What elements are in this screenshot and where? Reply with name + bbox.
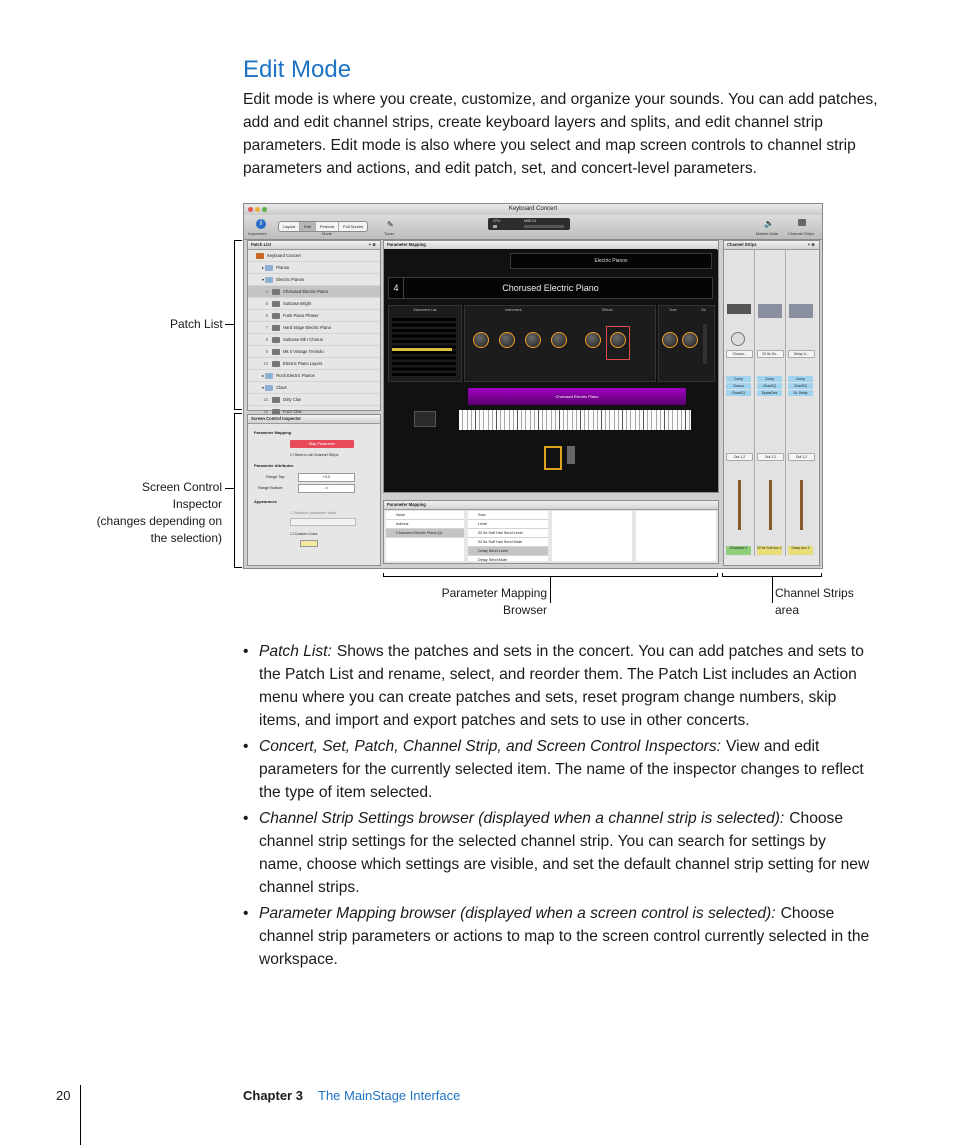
keyboard-icon <box>272 349 280 355</box>
window-title: Keyboard Concert <box>508 206 558 212</box>
bracket-line <box>234 413 235 568</box>
bass-knob[interactable] <box>662 332 678 348</box>
add-gear-icons[interactable]: + ⚙ <box>807 242 815 247</box>
channel-strip-1[interactable] <box>725 250 755 556</box>
instrument-list-panel[interactable] <box>388 305 462 382</box>
callout-inspector <box>90 479 222 547</box>
reverb-knob[interactable] <box>585 332 601 348</box>
browser-item[interactable]: 02.5s Soft Hall Send Level <box>468 529 548 538</box>
callout-strips <box>775 585 854 619</box>
callout-strips-line: area <box>775 603 800 617</box>
strip-1-thumbnail <box>727 304 751 314</box>
bullet-term: Parameter Mapping browser (displayed when a screen control is selected): <box>259 905 776 922</box>
patch-number: 4 <box>389 278 404 298</box>
instrument-selection <box>392 348 452 351</box>
expression-pedal-icon[interactable] <box>567 446 575 464</box>
bullet-text: Choose channel strip parameters or actions to map to the screen control currently selected in the workspace. <box>259 905 870 968</box>
browser-column-1 <box>386 511 464 561</box>
keyboard-icon <box>272 289 280 295</box>
bullet-item <box>243 735 873 804</box>
strip-2-name[interactable]: 02.5s Soft Aux 1 <box>757 546 782 555</box>
callout-line <box>772 577 773 603</box>
channel-strips-icon[interactable] <box>798 219 806 226</box>
footer-divider <box>80 1085 81 1145</box>
callout-strips-line: Channel Strips <box>775 586 854 600</box>
strip-1-output[interactable]: Out 1-2 <box>726 453 753 461</box>
strip-1-fader[interactable] <box>738 480 741 530</box>
patch-name: Chorused Electric Piano <box>502 283 599 293</box>
tuner-label: Tuner <box>384 231 395 236</box>
strip-2-output[interactable]: Out 1-2 <box>757 453 784 461</box>
strip-2-thumbnail <box>758 304 782 318</box>
strip-3-setting[interactable]: Delay 1/... <box>788 350 815 358</box>
browser-item[interactable]: Level <box>468 520 548 529</box>
callout-inspector-line: Inspector <box>172 497 222 511</box>
callout-inspector-line: the selection) <box>150 531 222 545</box>
patch-row[interactable]: ▸ Rock Electric Pianos <box>248 370 380 382</box>
channel-strip-2[interactable] <box>756 250 786 556</box>
bracket-line <box>234 240 242 241</box>
keyboard-layer-bar[interactable]: Chorused Electric Piano <box>468 388 686 405</box>
callout-browser <box>420 585 547 619</box>
speaker-icon[interactable]: 🔈 <box>764 219 774 228</box>
channel-strip-3[interactable] <box>787 250 816 556</box>
keyboard-icon <box>272 301 280 307</box>
strip-1-insert[interactable]: ChanEQ <box>726 390 751 396</box>
sustain-pedal-icon[interactable] <box>544 446 562 470</box>
label-field[interactable] <box>290 518 356 526</box>
bracket-line <box>234 567 242 568</box>
mode-perform[interactable]: Perform <box>316 222 339 231</box>
strip-3-output[interactable]: Out 1-2 <box>788 453 815 461</box>
patch-row[interactable]: 10 Electric Piano Layers <box>248 358 380 370</box>
bullet-item <box>243 807 873 899</box>
tuner-icon[interactable]: ✎ <box>387 220 394 229</box>
workspace-header: Parameter Mapping <box>384 241 718 250</box>
patch-list-header: Patch List + ⚙ <box>248 241 380 250</box>
page-heading: Edit Mode <box>243 56 352 83</box>
knob-section <box>464 305 656 382</box>
range-top-label: Range Top: <box>266 475 286 479</box>
tone-label: Tone <box>669 308 677 312</box>
mode-label: Mode <box>322 231 333 236</box>
patch-row[interactable]: ▾ Electric Pianos <box>248 274 380 286</box>
cpu-label: CPU <box>493 219 501 223</box>
browser-item[interactable]: Delay Send Level <box>468 547 548 556</box>
strip-3-insert[interactable]: St- Delay <box>788 390 813 396</box>
cpu-meter <box>488 218 570 230</box>
browser-column-4 <box>636 511 716 561</box>
patch-list-panel <box>247 240 381 414</box>
custom-color-checkbox[interactable]: ☐ Custom Color <box>290 532 318 536</box>
eq-knob[interactable] <box>525 332 541 348</box>
volume-slider[interactable] <box>703 324 707 364</box>
patch-row[interactable]: 4 Chorused Electric Piano <box>248 286 380 298</box>
patch-row[interactable]: 16 Fuzz Clav <box>248 406 380 418</box>
folder-icon <box>265 277 273 283</box>
tone-section <box>658 305 715 382</box>
bullet-text: View and edit parameters for the currently selected item. The name of the inspector changes to reflect the type of item selected. <box>259 738 864 801</box>
bullet-term: Channel Strip Settings browser (displayed when a channel strip is selected): <box>259 810 785 827</box>
vol-label: Vol <box>701 308 706 312</box>
volume-knob[interactable] <box>551 332 567 348</box>
channel-strips-header: Channel Strips + ⚙ <box>724 241 819 250</box>
strip-1-setting[interactable]: Chorus... <box>726 350 753 358</box>
strip-2-insert[interactable]: Comp <box>757 376 782 382</box>
browser-column-3 <box>552 511 632 561</box>
strip-3-thumbnail <box>789 304 813 318</box>
concert-row[interactable]: Keyboard Concert <box>248 250 380 262</box>
bullet-term: Patch List: <box>259 643 332 660</box>
replace-label-checkbox[interactable]: ☐ Replace parameter label <box>290 511 336 515</box>
inspectors-label: Inspectors <box>248 231 267 236</box>
keyboard-icon <box>272 313 280 319</box>
browser-item[interactable]: Chorused Electric Piano (1) <box>386 529 464 538</box>
intro-paragraph: Edit mode is where you create, customize, and organize your sounds. You can add patches, add and edit channel strips, create keyboard layers and splits, and edit channel strip parameters. Edit mode is also where you select and map screen controls to channel strip parameters and actions, and edit patch, set, and concert-level parameters. <box>243 91 878 177</box>
browser-item[interactable]: 02.5s Soft Hall Send Mute <box>468 538 548 547</box>
mode-layout[interactable]: Layout <box>279 222 300 231</box>
add-gear-icons[interactable]: + ⚙ <box>368 242 376 247</box>
browser-item[interactable]: None <box>386 511 464 520</box>
callout-line <box>550 577 551 603</box>
folder-icon <box>265 385 273 391</box>
patch-row[interactable]: 8 Suitcase Mk I Chorus <box>248 334 380 346</box>
bullet-text: Shows the patches and sets in the concert. You can add patches and sets to the Patch List and rename, select, and reorder them. The Patch List includes an Action menu where you can create patches and sets, reset program change numbers, skip items, and import and export patches and sets to use in other concerts. <box>259 643 864 729</box>
strip-1-expression-knob[interactable] <box>731 332 745 346</box>
keyboard-icon <box>272 337 280 343</box>
channel-strips-label: Channel Strips <box>788 231 815 236</box>
instrument-label: Instrument <box>505 308 522 312</box>
callout-browser-line: Parameter Mapping <box>441 586 547 600</box>
bracket-line <box>234 240 235 410</box>
callout-browser-line: Browser <box>502 603 547 617</box>
callout-line <box>225 488 234 489</box>
strip-2-setting[interactable]: 02.5s So... <box>757 350 784 358</box>
browser-header: Parameter Mapping <box>384 501 718 510</box>
mode-edit[interactable]: Edit <box>300 222 316 231</box>
callout-line <box>225 324 234 325</box>
keyboard-icon <box>272 397 280 403</box>
parameter-mapping-browser <box>383 500 719 564</box>
strip-3-name[interactable]: Delay Aux 2 <box>788 546 813 555</box>
chorus-rate-knob[interactable] <box>499 332 515 348</box>
strip-1-insert[interactable]: Comp <box>726 376 751 382</box>
patch-row[interactable]: 9 Mk II Vintage Tremolo <box>248 346 380 358</box>
inspector-header: Screen Control Inspector <box>248 415 380 424</box>
bracket-line <box>234 409 242 410</box>
concert-icon <box>256 253 264 259</box>
strip-2-insert[interactable]: ChanEQ <box>757 383 782 389</box>
set-name-display: Electric Pianos <box>510 253 712 269</box>
bullet-list <box>243 640 873 974</box>
strip-3-fader[interactable] <box>800 480 803 530</box>
bullet-item <box>243 640 873 732</box>
bullet-text: Choose channel strip settings for the selected channel strip. You can search for settings by name, choose which settings are visible, and set the default channel strip setting for new channel strips. <box>259 810 870 896</box>
param-mapping-label: Parameter Mapping <box>254 430 292 435</box>
browser-item[interactable]: Solo <box>468 511 548 520</box>
workspace <box>384 249 717 490</box>
onscreen-keyboard[interactable] <box>459 410 691 430</box>
patch-row[interactable]: 15 Dirty Clav <box>248 394 380 406</box>
callout-patch-list: Patch List <box>170 317 223 331</box>
screen-control-inspector <box>247 414 381 566</box>
instrument-list-items[interactable] <box>392 318 456 376</box>
appearance-label: Appearance <box>254 499 277 504</box>
bullet-term: Concert, Set, Patch, Channel Strip, and Screen Control Inspectors: <box>259 738 721 755</box>
mode-full-screen[interactable]: Full Screen <box>343 224 364 229</box>
treble-knob[interactable] <box>682 332 698 348</box>
param-attributes-label: Parameter Attributes <box>254 463 294 468</box>
browser-column-2 <box>468 511 548 561</box>
bracket-line <box>234 413 242 414</box>
info-icon[interactable]: i <box>256 219 266 229</box>
bracket-line <box>717 573 718 577</box>
toolbar <box>244 215 822 240</box>
cpu-bar <box>493 225 497 228</box>
keyboard-icon <box>272 361 280 367</box>
patch-row[interactable]: 6 Funk Piano Phaser <box>248 310 380 322</box>
midi-bar <box>524 225 564 228</box>
strip-3-insert[interactable]: Comp <box>788 376 813 382</box>
strip-3-insert[interactable]: ChanEQ <box>788 383 813 389</box>
bullet-item <box>243 902 873 971</box>
bracket-line <box>821 573 822 577</box>
strip-1-name[interactable]: Chorused 1 <box>726 546 751 555</box>
range-bottom-label: Range Bottom: <box>258 486 284 490</box>
range-top-field[interactable]: +0.0 <box>298 473 355 482</box>
range-bottom-field[interactable]: -∞ <box>298 484 355 493</box>
footer-section-link[interactable]: The MainStage Interface <box>318 1088 461 1103</box>
folder-icon <box>265 373 273 379</box>
patch-row[interactable]: ▸ Pianos <box>248 262 380 274</box>
effects-label: Effects <box>602 308 613 312</box>
page-number: 20 <box>56 1088 71 1103</box>
folder-icon <box>265 265 273 271</box>
browser-item[interactable]: Actions <box>386 520 464 529</box>
strip-2-insert[interactable]: SpaceDes <box>757 390 782 396</box>
color-swatch[interactable] <box>300 540 318 547</box>
mainstage-screenshot <box>243 203 823 569</box>
patch-row[interactable]: ▾ Clavs <box>248 382 380 394</box>
channel-strips-area <box>725 250 815 562</box>
instrument-list-label: Instrument List <box>413 308 437 312</box>
chorus-knob[interactable] <box>473 332 489 348</box>
pitch-wheel[interactable] <box>414 411 436 427</box>
strip-1-insert[interactable]: Chorus <box>726 383 751 389</box>
send-all-checkbox[interactable]: ☐ Send to all Channel Strips <box>290 453 339 457</box>
patch-row[interactable]: 7 Hard Stage Electric Piano <box>248 322 380 334</box>
delay-knob[interactable] <box>610 332 626 348</box>
strip-2-fader[interactable] <box>769 480 772 530</box>
browser-item[interactable]: Delay Send Mute <box>468 556 548 565</box>
patch-row[interactable]: 5 Suitcase Bright <box>248 298 380 310</box>
midi-in-label: MIDI IN <box>524 219 536 223</box>
patch-display <box>388 277 713 299</box>
footer-chapter: Chapter 3 <box>243 1088 303 1103</box>
map-parameter-button[interactable]: Map Parameter <box>290 440 354 448</box>
callout-inspector-line: (changes depending on <box>96 514 222 528</box>
master-mute-label: Master Mute <box>756 231 779 236</box>
callout-inspector-line: Screen Control <box>141 480 222 494</box>
keyboard-icon <box>272 325 280 331</box>
